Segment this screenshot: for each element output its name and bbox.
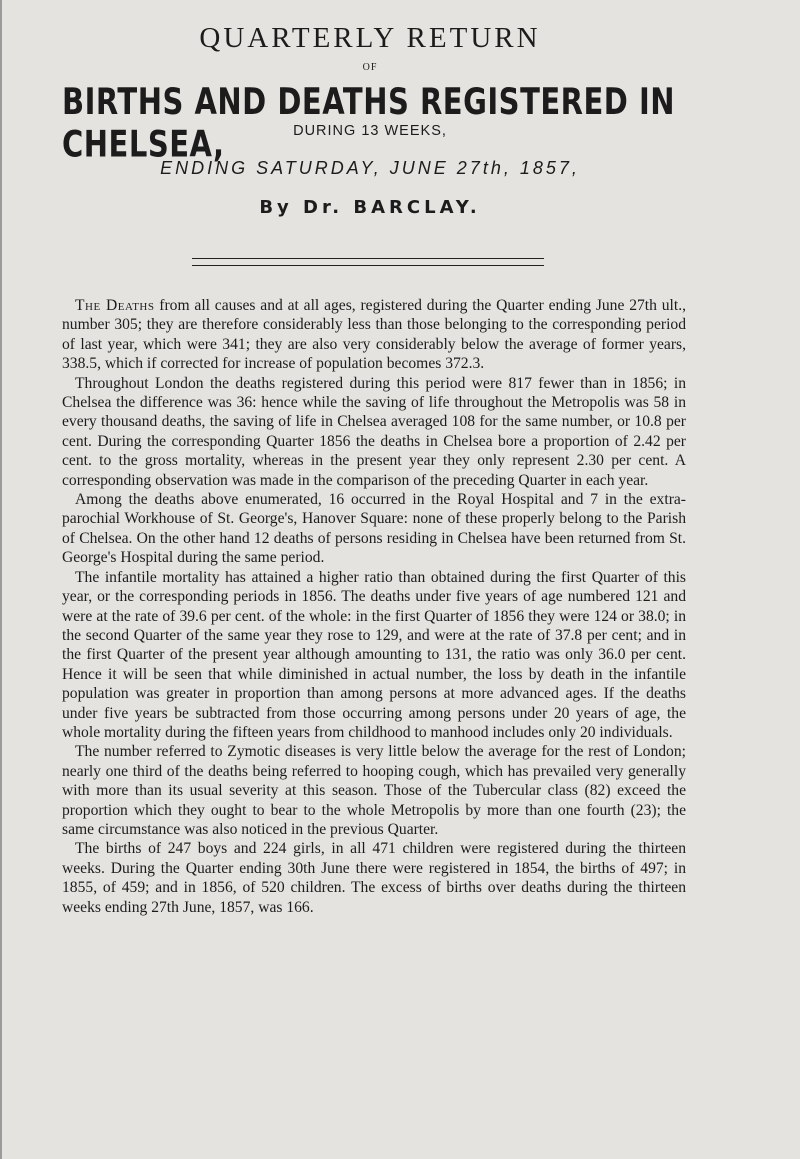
ending-date-line: ENDING SATURDAY, JUNE 27th, 1857, (160, 158, 580, 178)
period-line: DURING 13 WEEKS, (293, 123, 447, 139)
paragraph-2: Throughout London the deaths registered during this period were 817 fewer than in 1856; in Chelsea the difference was 36: hence while the saving of life throughout the Metropolis was 58 in every thousand deaths, the saving of life in Chelsea averaged 108 for the same number, or 10.8 per cent. During the corresponding Quarter 1856 the deaths in Chelsea bore a proportion of 2.42 per cent. to the gross mortality, whereas in the present year they only represent 2.30 per cent. A corresponding observation was made in the comparison of the preceding Quarter in each year. (62, 374, 686, 489)
report-body (62, 296, 686, 917)
paragraph-5: The number referred to Zymotic diseases is very little below the average for the rest of London; nearly one third of the deaths being referred to hooping cough, which has prevailed very generally with more than its usual severity at this season. Those of the Tubercular class (82) exceed the proportion which they ought to bear to the whole Metropolis by more than one fourth (23); the same circumstance was also noticed in the previous Quarter. (62, 743, 686, 838)
paragraph-3: Among the deaths above enumerated, 16 occurred in the Royal Hospital and 7 in the extra-parochial Workhouse of St. George's, Hanover Square: none of these properly belong to the Parish of Chelsea. On the other hand 12 deaths of persons residing in Chelsea have been returned from St. George's Hospital during the same period. (62, 491, 686, 567)
title-of: OF (362, 62, 378, 73)
paragraph-4: The infantile mortality has attained a higher ratio than obtained during the first Quarter of this year, or the corresponding periods in 1856. The deaths under five years of age numbered 121 and were at the rate of 39.6 per cent. of the whole: in the first Quarter of 1856 they were 124 or 38.0; in the second Quarter of the same year they rose to 129, and were at the rate of 37.8 per cent; and in the first Quarter of the present year although amounting to 131, the ratio was only 36.0 per cent. Hence it will be seen that while diminished in actual number, the loss by death in the infantile population was greater in proportion than among persons at more advanced ages. If the deaths under five years be subtracted from those occurring among persons under 20 years of age, the whole mortality during the fifteen years from childhood to manhood includes only 20 individuals. (62, 568, 686, 741)
author-line: By Dr. BARCLAY. (259, 197, 481, 218)
document-title: QUARTERLY RETURN (199, 22, 541, 54)
paragraph-1 (62, 296, 686, 374)
paragraph-1-lead: The Deaths (75, 297, 155, 314)
document-subtitle: BIRTHS AND DEATHS REGISTERED IN CHELSEA, (62, 80, 676, 165)
double-rule-divider (192, 258, 544, 266)
paragraph-1-text: from all causes and at all ages, registered during the Quarter ending June 27th ult., number 305; they are therefore considerably less than those belonging to the corresponding period of last year, which were 341; they are also very considerably below the average of former years, 338.5, which if corrected for increase of population becomes 372.3. (62, 297, 686, 373)
paragraph-6: The births of 247 boys and 224 girls, in all 471 children were registered during the thirteen weeks. During the Quarter ending 30th June there were registered in 1854, the births of 497; in 1855, of 459; and in 1856, of 520 children. The excess of births over deaths during the thirteen weeks ending 27th June, 1857, was 166. (62, 840, 686, 916)
